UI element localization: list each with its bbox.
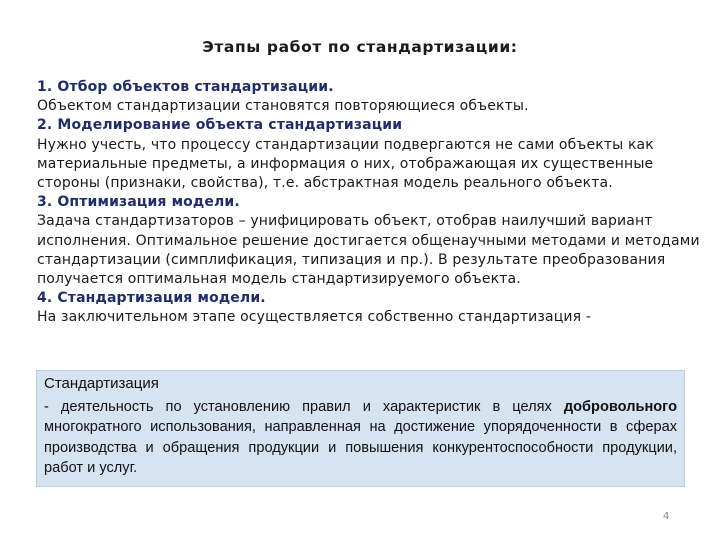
definition-title: Стандартизация: [44, 375, 159, 392]
stage-3-text: Задача стандартизаторов – унифицировать объект, отобрав наилучший вариант исполнения. Оптимальное решение достигается общенаучными методами и методами стандартизации (симплификация, типизация и пр.). В результате преобразования получается оптимальная модель стандартизируемого объекта.: [37, 213, 700, 288]
stage-1-heading: 1. Отбор объектов стандартизации.: [37, 79, 334, 95]
definition-text-before: - деятельность по установлению правил и характеристик в целях: [44, 398, 552, 415]
stage-4-heading: 4. Стандартизация модели.: [37, 290, 266, 307]
page-number: 4: [663, 511, 670, 522]
stage-2-text: Нужно учесть, что процессу стандартизации подвергаются не сами объекты как материальные предметы, а информация о них, отображающая их существенные стороны (признаки, свойства), т.е. абстрактная модель реального объекта.: [37, 136, 654, 192]
definition-text: [44, 397, 677, 479]
stage-4-text: На заключительном этапе осуществляется собственно стандартизация -: [37, 309, 592, 326]
stage-2-heading: 2. Моделирование объекта стандартизации: [37, 117, 403, 134]
stage-3-heading: 3. Оптимизация модели.: [37, 194, 240, 211]
definition-bold-word: добровольного: [563, 398, 677, 415]
definition-box: [36, 370, 685, 487]
stage-1-text: Объектом стандартизации становятся повторяющиеся объекты.: [37, 98, 529, 115]
stages-content: [37, 78, 702, 328]
definition-text-after: многократного использования, направленная на достижение упорядоченности в сферах производства и обращения продукции и повышения конкурентоспособности продукции, работ и услуг.: [44, 419, 677, 476]
slide-title: Этапы работ по стандартизации:: [202, 38, 518, 56]
